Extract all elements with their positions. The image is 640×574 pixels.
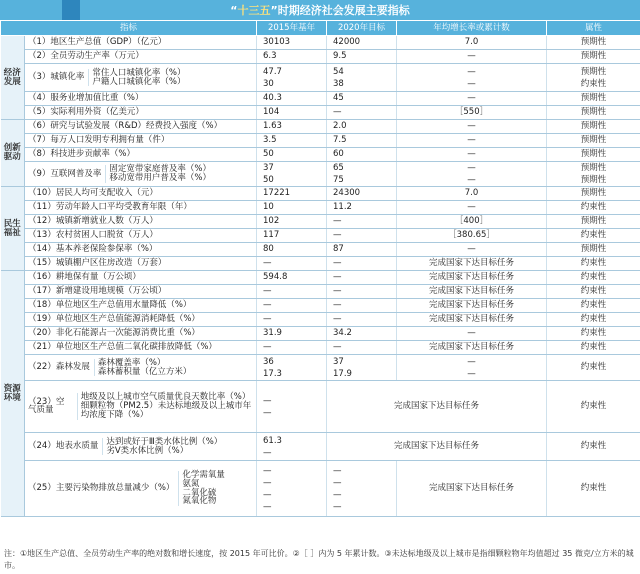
value-2015: 1.63	[257, 120, 327, 134]
cell-value: —	[467, 175, 476, 185]
table-row	[1, 92, 640, 106]
cell-value: —	[333, 465, 342, 476]
attribute: 约束性	[547, 461, 640, 517]
cell-stack	[333, 356, 393, 380]
cell-stack	[333, 465, 393, 513]
cell-value: —	[333, 477, 342, 488]
attribute: 约束性	[547, 271, 640, 285]
cell-value: —	[467, 78, 476, 89]
value-2020	[327, 64, 397, 92]
value-2015: 30103	[257, 36, 327, 50]
growth-rate: 完成国家下达目标任务	[397, 257, 547, 271]
value-2015: 10	[257, 201, 327, 215]
table-row	[1, 134, 640, 148]
cell-value: —	[467, 368, 476, 379]
indicator-cell: （21）单位地区生产总值二氧化碳排放降低（%）	[25, 341, 257, 355]
sub-indicator: 常住人口城镇化率（%）	[92, 67, 186, 78]
value-2015	[257, 64, 327, 92]
sub-indicator: 细颗粒物（PM2.5）未达标地级及以上城市年均浓度下降（%）	[80, 401, 252, 420]
value-2015	[257, 461, 327, 517]
table-row	[1, 299, 640, 313]
value-2020: —	[327, 215, 397, 229]
value-2015: 6.3	[257, 50, 327, 64]
sub-indicator: 二氧化硫	[182, 487, 217, 498]
growth-rate: 7.0	[397, 187, 547, 201]
indicator-cell: （6）研究与试验发展（R&D）经费投入强度（%）	[25, 120, 257, 134]
attribute: 约束性	[547, 285, 640, 299]
growth-rate: ［380.65］	[397, 229, 547, 243]
value-2015	[257, 162, 327, 187]
attribute: 预期性	[547, 120, 640, 134]
sub-indicator: 化学需氧量	[182, 469, 225, 480]
cell-value: 17.9	[333, 368, 352, 379]
cell-stack	[333, 66, 393, 90]
value-2020: —	[327, 313, 397, 327]
sub-indicator: 移动宽带用户普及率（%）	[109, 173, 211, 183]
sub-indicator: 户籍人口城镇化率（%）	[92, 76, 186, 87]
attribute: 预期性	[547, 148, 640, 162]
table-row	[1, 36, 640, 50]
indicator-group	[28, 69, 253, 87]
sub-indicators	[105, 165, 211, 183]
indicator-cell: （7）每万人口发明专利拥有量（件）	[25, 134, 257, 148]
value-2020: 45	[327, 92, 397, 106]
header-2015: 2015年基年	[257, 21, 327, 36]
cell-stack	[400, 162, 543, 186]
indicator-name: （9）互联网普及率	[28, 168, 102, 179]
cell-value: 30	[263, 78, 274, 89]
value-2015	[257, 355, 327, 381]
value-2015: 31.9	[257, 327, 327, 341]
growth-rate: —	[397, 92, 547, 106]
value-2015	[257, 433, 327, 461]
header-indicator: 指标	[1, 21, 257, 36]
attribute: 约束性	[547, 299, 640, 313]
value-2015: 102	[257, 215, 327, 229]
table-row	[1, 257, 640, 271]
sub-indicator: 固定宽带家庭普及率（%）	[109, 164, 211, 175]
attribute: 预期性	[547, 92, 640, 106]
growth-rate: —	[397, 201, 547, 215]
indicator-cell: （10）居民人均可支配收入（元）	[25, 187, 257, 201]
cell-value: —	[263, 501, 272, 512]
value-2020: 7.5	[327, 134, 397, 148]
growth-rate	[397, 162, 547, 187]
cell-value: —	[333, 501, 342, 512]
indicator-cell: （4）服务业增加值比重（%）	[25, 92, 257, 106]
sub-indicator: 森林蓄积量（亿立方米）	[97, 366, 192, 377]
title-quote-close: ”	[270, 4, 278, 17]
indicator-name: （24）地表水质量	[28, 441, 99, 452]
cell-stack	[263, 162, 323, 186]
cell-value: 36	[263, 356, 274, 367]
cell-value: —	[263, 447, 272, 458]
sub-indicator: 森林覆盖率（%）	[97, 357, 166, 368]
growth-rate: 完成国家下达目标任务	[397, 313, 547, 327]
sub-indicators	[88, 69, 185, 87]
attribute: 预期性	[547, 36, 640, 50]
value-2015: 40.3	[257, 92, 327, 106]
cell-value: 75	[333, 175, 344, 185]
cell-value: 61.3	[263, 435, 282, 446]
indicator-cell: （13）农村贫困人口脱贫（万人）	[25, 229, 257, 243]
indicator-cell	[25, 381, 257, 433]
value-2020: —	[327, 299, 397, 313]
indicator-group	[28, 165, 253, 183]
value-2015: —	[257, 285, 327, 299]
attribute: 约束性	[547, 313, 640, 327]
cell-value: 约束性	[580, 78, 607, 89]
category-resources: 资源环境	[1, 271, 25, 517]
growth-rate: ［550］	[397, 106, 547, 120]
value-2020: 11.2	[327, 201, 397, 215]
value-2015: 17221	[257, 187, 327, 201]
table-row	[1, 271, 640, 285]
attribute	[547, 64, 640, 92]
table-row	[1, 201, 640, 215]
growth-rate: 7.0	[397, 36, 547, 50]
table-row	[1, 461, 640, 517]
indicator-cell: （17）新增建设用地规模（万公顷）	[25, 285, 257, 299]
cell-value: 37	[333, 356, 344, 367]
cell-value: —	[467, 163, 476, 173]
growth-rate: 完成国家下达目标任务	[397, 271, 547, 285]
cell-stack	[333, 162, 393, 186]
growth-rate: 完成国家下达目标任务	[397, 341, 547, 355]
table-row	[1, 50, 640, 64]
category-innovation: 创新驱动	[1, 120, 25, 187]
cell-value: 17.3	[263, 368, 282, 379]
indicator-cell: （2）全员劳动生产率（万元）	[25, 50, 257, 64]
attribute: 约束性	[547, 201, 640, 215]
sub-indicators	[94, 359, 192, 377]
value-2020: 42000	[327, 36, 397, 50]
value-2015: —	[257, 341, 327, 355]
value-2015: 117	[257, 229, 327, 243]
attribute: 预期性	[547, 187, 640, 201]
cell-value: 65	[333, 163, 344, 173]
indicator-cell: （15）城镇棚户区住房改造（万套）	[25, 257, 257, 271]
title-highlight: 十三五	[237, 4, 271, 17]
sub-indicator: 劣Ⅴ类水体比例（%）	[106, 445, 189, 456]
title-text: 时期经济社会发展主要指标	[277, 4, 410, 17]
table-row	[1, 187, 640, 201]
page-title	[0, 2, 640, 18]
attribute: 约束性	[547, 341, 640, 355]
value-2020: 87	[327, 243, 397, 257]
cell-stack	[400, 66, 543, 90]
sub-indicators	[102, 438, 222, 456]
category-economic: 经济发展	[1, 36, 25, 120]
growth-rate	[397, 64, 547, 92]
indicator-name: （3）城镇化率	[28, 72, 85, 83]
indicator-group	[28, 393, 253, 420]
indicator-cell: （16）耕地保有量（万公顷）	[25, 271, 257, 285]
growth-rate	[397, 355, 547, 381]
table-row	[1, 215, 640, 229]
attribute: 约束性	[547, 433, 640, 461]
value-2020: 完成国家下达目标任务	[327, 433, 547, 461]
header-row	[1, 21, 640, 36]
table-row	[1, 106, 640, 120]
value-2015: —	[257, 299, 327, 313]
indicator-cell	[25, 162, 257, 187]
cell-stack	[263, 465, 323, 513]
growth-rate: 完成国家下达目标任务	[397, 461, 547, 517]
attribute: 预期性	[547, 134, 640, 148]
value-2020: —	[327, 271, 397, 285]
indicator-cell: （20）非化石能源占一次能源消费比重（%）	[25, 327, 257, 341]
cell-stack	[550, 66, 637, 90]
attribute: 预期性	[547, 243, 640, 257]
indicator-group	[28, 359, 253, 377]
title-banner	[0, 0, 640, 20]
attribute: 约束性	[547, 381, 640, 433]
table-row	[1, 285, 640, 299]
indicator-cell: （14）基本养老保险参保率（%）	[25, 243, 257, 257]
sub-indicator: 地级及以上城市空气质量优良天数比率（%）	[80, 392, 251, 403]
attribute: 预期性	[547, 50, 640, 64]
value-2020: 完成国家下达目标任务	[327, 381, 547, 433]
indicator-cell: （18）单位地区生产总值用水量降低（%）	[25, 299, 257, 313]
footnote: 注：①地区生产总值、全员劳动生产率的绝对数和增长速度，按 2015 年可比价。②［ ］内为 5 年累计数。③未达标地级及以上城市是指细颗粒物年均值超过 35 微克/立方米的城市。	[4, 549, 634, 570]
value-2015: 594.8	[257, 271, 327, 285]
indicator-cell: （8）科技进步贡献率（%）	[25, 148, 257, 162]
attribute: 约束性	[547, 355, 640, 381]
cell-value: 38	[333, 78, 344, 89]
table-row	[1, 229, 640, 243]
sub-indicator: 氨氮	[182, 478, 200, 489]
title-quote-open: “	[230, 4, 238, 17]
indicator-cell	[25, 355, 257, 381]
cell-value: 37	[263, 163, 274, 173]
category-welfare: 民生福祉	[1, 187, 25, 271]
table-row	[1, 433, 640, 461]
value-2020: 60	[327, 148, 397, 162]
growth-rate: 完成国家下达目标任务	[397, 285, 547, 299]
value-2015: —	[257, 257, 327, 271]
value-2020: —	[327, 106, 397, 120]
value-2015: 104	[257, 106, 327, 120]
value-2020: —	[327, 229, 397, 243]
indicator-cell	[25, 461, 257, 517]
cell-stack	[263, 395, 323, 419]
cell-value: —	[467, 66, 476, 77]
indicator-cell	[25, 64, 257, 92]
growth-rate: —	[397, 327, 547, 341]
sub-indicator: 达到或好于Ⅲ类水体比例（%）	[106, 436, 223, 447]
cell-value: 47.7	[263, 66, 282, 77]
value-2015: 50	[257, 148, 327, 162]
cell-stack	[550, 162, 637, 186]
growth-rate: 完成国家下达目标任务	[397, 299, 547, 313]
indicator-cell: （1）地区生产总值（GDP）（亿元）	[25, 36, 257, 50]
indicator-name: （25）主要污染物排放总量减少（%）	[28, 483, 175, 494]
value-2020	[327, 355, 397, 381]
cell-value: —	[333, 489, 342, 500]
value-2020: 34.2	[327, 327, 397, 341]
cell-value: —	[263, 395, 272, 406]
table-row	[1, 64, 640, 92]
table-row	[1, 341, 640, 355]
value-2020: 2.0	[327, 120, 397, 134]
attribute: 约束性	[547, 257, 640, 271]
attribute: 约束性	[547, 229, 640, 243]
cell-stack	[263, 356, 323, 380]
sub-indicator: 氮氧化物	[182, 496, 217, 507]
header-2020: 2020年目标	[327, 21, 397, 36]
growth-rate: —	[397, 148, 547, 162]
cell-value: 预期性	[580, 175, 607, 185]
indicator-cell: （12）城镇新增就业人数（万人）	[25, 215, 257, 229]
indicator-cell	[25, 433, 257, 461]
value-2020: —	[327, 285, 397, 299]
sub-indicators	[178, 471, 225, 507]
header-attribute: 属性	[547, 21, 640, 36]
table-row	[1, 327, 640, 341]
indicator-cell: （19）单位地区生产总值能源消耗降低（%）	[25, 313, 257, 327]
table-row	[1, 355, 640, 381]
cell-value: 预期性	[580, 163, 607, 173]
value-2020	[327, 162, 397, 187]
attribute: 约束性	[547, 327, 640, 341]
cell-stack	[263, 435, 323, 459]
growth-rate: —	[397, 50, 547, 64]
value-2020	[327, 461, 397, 517]
value-2015: —	[257, 313, 327, 327]
indicator-group	[28, 438, 253, 456]
table-row	[1, 148, 640, 162]
value-2015	[257, 381, 327, 433]
value-2020: —	[327, 341, 397, 355]
growth-rate: —	[397, 243, 547, 257]
indicator-cell: （11）劳动年龄人口平均受教育年限（年）	[25, 201, 257, 215]
cell-value: —	[263, 465, 272, 476]
table-row	[1, 162, 640, 187]
value-2015: 3.5	[257, 134, 327, 148]
indicator-table	[0, 20, 640, 517]
table-row	[1, 381, 640, 433]
value-2020: 9.5	[327, 50, 397, 64]
indicator-name: （23）空气质量	[28, 396, 65, 416]
indicator-name: （22）森林发展	[28, 362, 90, 373]
table-row	[1, 120, 640, 134]
header-rate: 年均增长率或累计数	[397, 21, 547, 36]
table-row	[1, 313, 640, 327]
cell-stack	[400, 356, 543, 380]
growth-rate: —	[397, 134, 547, 148]
cell-value: —	[263, 489, 272, 500]
cell-value: —	[263, 477, 272, 488]
attribute: 预期性	[547, 106, 640, 120]
table-body	[1, 36, 640, 517]
indicator-cell: （5）实际利用外资（亿美元）	[25, 106, 257, 120]
growth-rate: —	[397, 120, 547, 134]
indicator-group	[28, 471, 253, 507]
growth-rate: ［400］	[397, 215, 547, 229]
attribute	[547, 162, 640, 187]
cell-value: —	[263, 407, 272, 418]
cell-value: —	[467, 356, 476, 367]
cell-value: 50	[263, 175, 274, 185]
cell-value: 54	[333, 66, 344, 77]
value-2020: 24300	[327, 187, 397, 201]
table-row	[1, 243, 640, 257]
cell-value: 预期性	[580, 66, 607, 77]
value-2015: 80	[257, 243, 327, 257]
attribute: 预期性	[547, 215, 640, 229]
value-2020: —	[327, 257, 397, 271]
sub-indicators	[77, 393, 253, 420]
cell-stack	[263, 66, 323, 90]
